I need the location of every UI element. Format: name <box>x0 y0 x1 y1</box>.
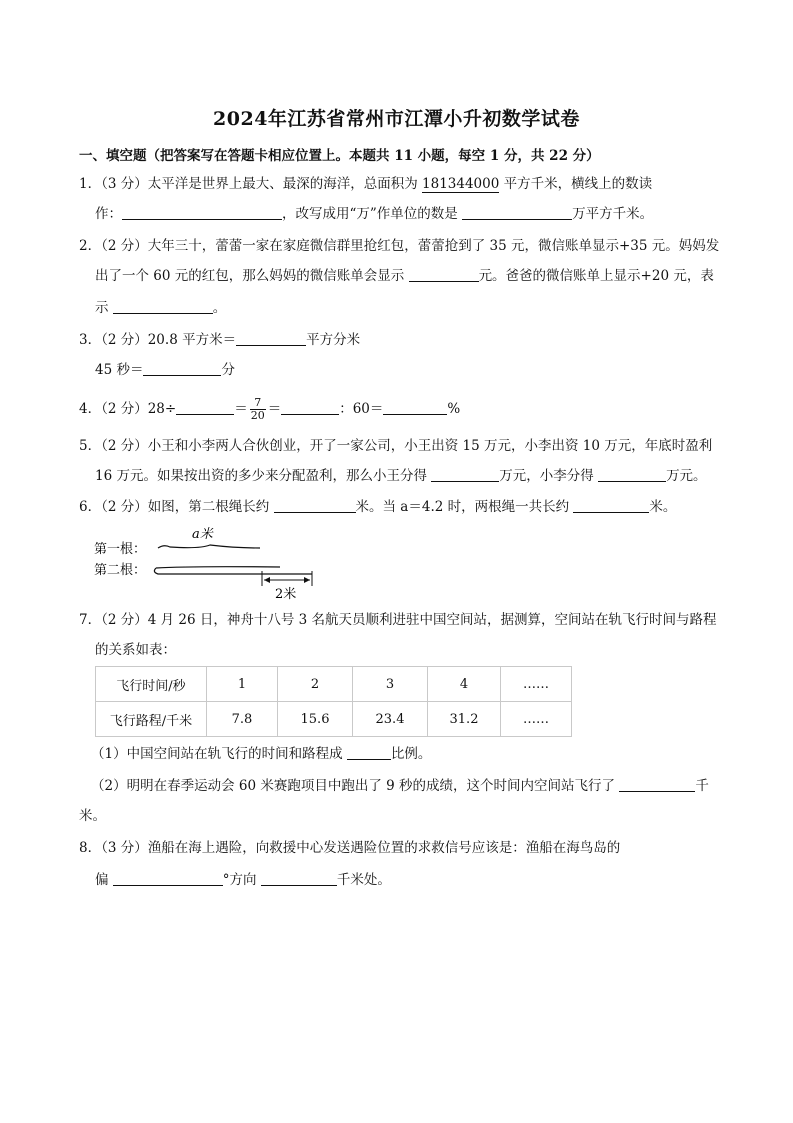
question-7-sub-1: （1）中国空间站在轨飞行的时间和路程成 比例。 <box>91 746 432 762</box>
answer-blank[interactable] <box>274 497 356 513</box>
rope-1 <box>158 545 260 548</box>
question-3-line-2: 45 秒＝ 分 <box>95 362 235 378</box>
table-cell: 15.6 <box>278 702 353 737</box>
flight-table <box>95 666 572 737</box>
table-cell: 31.2 <box>428 702 501 737</box>
question-2-line-1: 2．（2 分）大年三十，蕾蕾一家在家庭微信群里抢红包，蕾蕾抢到了 35 元，微信账单显示+35 元。妈妈发 <box>79 238 720 254</box>
page-title: 2024年江苏省常州市江潭小升初数学试卷 <box>213 108 580 130</box>
table-cell: 飞行路程/千米 <box>96 702 207 737</box>
question-5-line-2: 16 万元。如果按出资的多少来分配盈利，那么小王分得 万元，小李分得 万元。 <box>95 468 707 484</box>
rope-2 <box>154 567 312 574</box>
answer-blank[interactable] <box>347 744 391 760</box>
question-2-line-3: 示 。 <box>95 300 227 316</box>
answer-blank[interactable] <box>113 870 223 886</box>
question-8-line-2: 偏 °方向 千米处。 <box>95 872 391 888</box>
question-4: 4．（2 分）28÷ ＝ $\frac{7}{20}$ ＝ ：60＝ % <box>79 396 461 422</box>
question-8-line-1: 8．（3 分）渔船在海上遇险，向救援中心发送遇险位置的求救信号应该是：渔船在海鸟岛的 <box>79 840 621 856</box>
question-7-line-2: 的关系如表： <box>95 642 176 658</box>
question-6: 6．（2 分）如图，第二根绳长约 米。当 a＝4.2 时，两根绳一共长约 米。 <box>79 499 677 515</box>
table-row <box>96 667 572 702</box>
section-heading: 一、填空题（把答案写在答题卡相应位置上。本题共 11 小题，每空 1 分，共 22 分） <box>79 148 600 164</box>
answer-blank[interactable] <box>383 399 447 415</box>
question-1-line-1: 1．（3 分）太平洋是世界上最大、最深的海洋，总面积为 181344000 平方千米，横线上的数读 <box>79 176 653 192</box>
question-7-sub-2-cont: 米。 <box>79 808 106 824</box>
answer-blank[interactable] <box>598 466 666 482</box>
answer-blank[interactable] <box>236 330 306 346</box>
question-3-line-1: 3．（2 分）20.8 平方米＝ 平方分米 <box>79 332 361 348</box>
answer-blank[interactable] <box>176 399 234 415</box>
table-cell: 飞行时间/秒 <box>96 667 207 702</box>
answer-blank[interactable] <box>409 266 479 282</box>
rope-2-label: 第二根： <box>94 563 147 578</box>
question-1-line-2: 作： ，改写成用“万”作单位的数是 万平方千米。 <box>95 206 654 222</box>
question-7-sub-2: （2）明明在春季运动会 60 米赛跑项目中跑出了 9 秒的成绩，这个时间内空间站飞行了 千 <box>91 778 709 794</box>
table-cell: 7.8 <box>207 702 278 737</box>
table-cell: 1 <box>207 667 278 702</box>
answer-blank[interactable] <box>143 360 221 376</box>
table-row <box>96 702 572 737</box>
rope-figure <box>90 522 350 602</box>
area-number: 181344000 <box>422 176 500 192</box>
fraction: $\frac{7}{20}$ <box>250 396 265 422</box>
answer-blank[interactable] <box>619 776 695 792</box>
table-cell: 2 <box>278 667 353 702</box>
arrowhead-right <box>304 577 310 583</box>
question-5-line-1: 5．（2 分）小王和小李两人合伙创业，开了一家公司，小王出资 15 万元，小李出资 10 万元，年底时盈利 <box>79 438 713 454</box>
answer-blank[interactable] <box>281 399 339 415</box>
question-2-line-2: 出了一个 60 元的红包，那么妈妈的微信账单会显示 元。爸爸的微信账单上显示+20 元，表 <box>95 268 714 284</box>
measure-label: 2米 <box>275 587 297 602</box>
answer-blank[interactable] <box>573 497 649 513</box>
table-cell: 3 <box>353 667 428 702</box>
rope-1-length-label: a米 <box>192 527 213 542</box>
table-cell: 4 <box>428 667 501 702</box>
question-7-line-1: 7．（2 分）4 月 26 日，神舟十八号 3 名航天员顺利进驻中国空间站，据测算，空间站在轨飞行时间与路程 <box>79 612 717 628</box>
answer-blank[interactable] <box>261 870 337 886</box>
answer-blank[interactable] <box>431 466 499 482</box>
table-cell: …… <box>501 702 572 737</box>
answer-blank[interactable] <box>122 204 282 220</box>
table-cell: …… <box>501 667 572 702</box>
rope-1-label: 第一根： <box>94 542 147 557</box>
arrowhead-left <box>264 577 270 583</box>
table-cell: 23.4 <box>353 702 428 737</box>
answer-blank[interactable] <box>462 204 572 220</box>
answer-blank[interactable] <box>113 298 213 314</box>
